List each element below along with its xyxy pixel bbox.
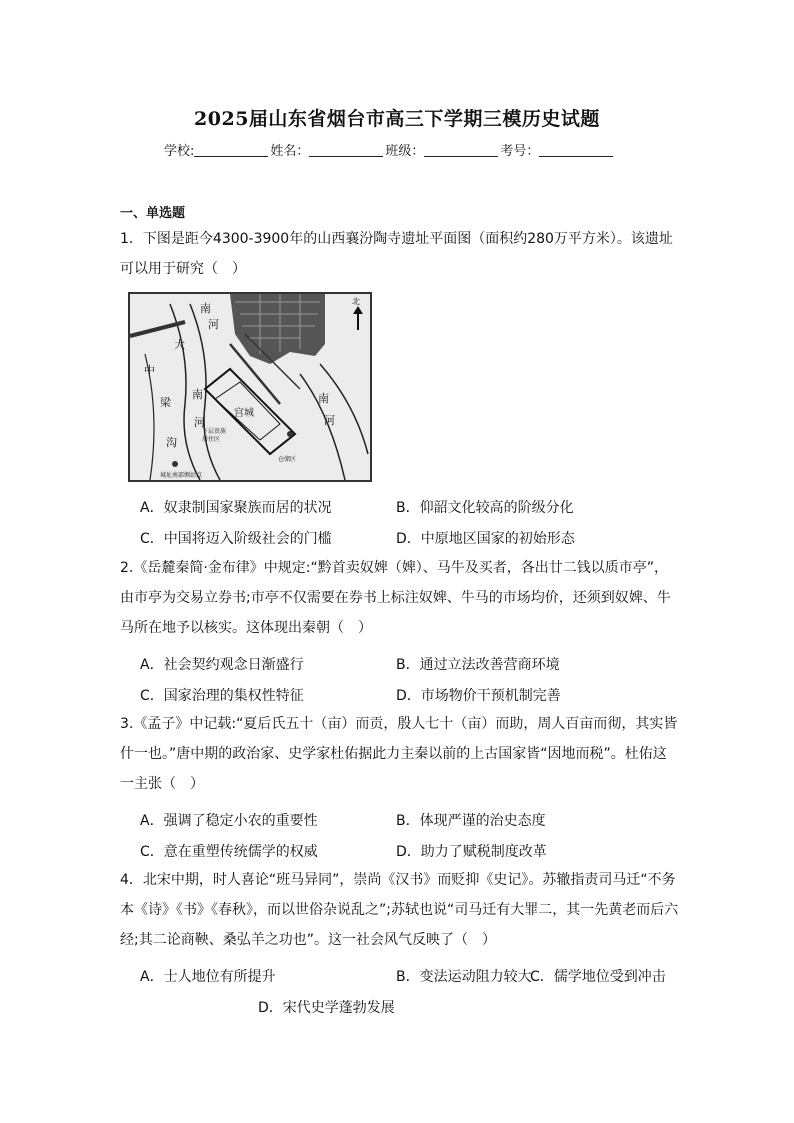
question-2-stem: 2.《岳麓秦简·金布律》中规定:“黔首卖奴婢（婢）、马牛及买者，各出廿二钱以质市亭”，由市亭为交易立券书;市亭不仅需要在券书上标注奴婢、牛马的市场均价，还须到奴婢、牛马所在地予以核实。这体现出秦朝（ ） [120,560,671,636]
map-label: 河 [208,318,219,331]
student-info-line [164,140,615,159]
map-label: 沟 [166,436,177,449]
q1-option-a[interactable]: A．奴隶制国家聚族而居的状况 [140,500,332,516]
q4-option-a[interactable]: A．士人地位有所提升 [140,969,276,985]
exam-no-label: 考号： [500,144,540,159]
map-drawing [130,294,370,480]
question-4-stem: 4．北宋中期，时人喜论“班马异同”，崇尚《汉书》而贬抑《史记》。苏辙指责司马迁“不务本《诗》《书》《春秋》，而以世俗杂说乱之”;苏轼也说“司马迁有大罪二，其一先黄老而后六经;其二论商鞅、桑弘羊之功也”。这一社会风气反映了（ ） [120,872,679,948]
q4-option-b[interactable]: B．变法运动阻力较大 [396,969,532,985]
q3-option-c[interactable]: C．意在重塑传统儒学的权威 [140,844,318,860]
name-blank[interactable] [309,142,383,157]
q2-option-b[interactable]: B．通过立法改善营商环境 [396,657,560,673]
map-label: 南 [318,392,329,405]
q1-option-b[interactable]: B．仰韶文化较高的阶级分化 [396,500,574,516]
map-label-residence: 下层贵族居住区 [202,428,227,443]
map-label: 梁 [160,396,171,409]
map-label: 河 [324,414,335,427]
exam-no-blank[interactable] [539,142,613,157]
school-blank[interactable] [194,142,268,157]
q2-option-c[interactable]: C．国家治理的集权性特征 [140,688,304,704]
map-label: 大 [174,338,185,351]
q3-option-a[interactable]: A．强调了稳定小农的重要性 [140,813,318,829]
map-label: 河 [194,416,205,429]
exam-title: 2025届山东省烟台市高三下学期三模历史试题 [194,108,600,130]
question-1-stem: 1．下图是距今4300-3900年的山西襄汾陶寺遗址平面图（面积约280万平方米）。该遗址可以用于研究（ ） [120,231,673,277]
map-label: 中 [144,364,155,377]
section-title: 一、单选题 [120,206,186,221]
map-label-palace: 宫城 [234,408,254,419]
map-label-storage: 仓储区 [278,456,297,463]
q3-option-d[interactable]: D．助力了赋税制度改革 [396,844,547,860]
taosi-site-map [128,292,372,482]
north-icon: 北 [352,297,360,306]
q4-option-c[interactable]: C．儒学地位受到冲击 [530,969,666,985]
class-label: 班级： [385,144,425,159]
q1-option-d[interactable]: D．中原地区国家的初始形态 [396,531,575,547]
question-3-stem: 3.《孟子》中记载:“夏后氏五十（亩）而贡，殷人七十（亩）而助，周人百亩而彻，其实皆什一也。”唐中期的政治家、史学家杜佑据此力主秦以前的上古国家皆“因地而税”。杜佑这一主张（ ） [120,716,678,792]
q2-option-d[interactable]: D．市场物价干预机制完善 [396,688,561,704]
name-label: 姓名： [270,144,310,159]
q1-option-c[interactable]: C．中国将迈入阶级社会的门槛 [140,531,332,547]
class-blank[interactable] [424,142,498,157]
q2-option-a[interactable]: A．社会契约观念日渐盛行 [140,657,304,673]
map-label: 南 [200,302,211,315]
q3-option-b[interactable]: B．体现严谨的治史态度 [396,813,546,829]
school-label: 学校: [164,144,195,159]
map-bottom-label: 城址南部侧站点 [160,472,203,479]
q4-option-d[interactable]: D．宋代史学蓬勃发展 [258,1000,395,1016]
map-label: 南 [192,388,203,401]
